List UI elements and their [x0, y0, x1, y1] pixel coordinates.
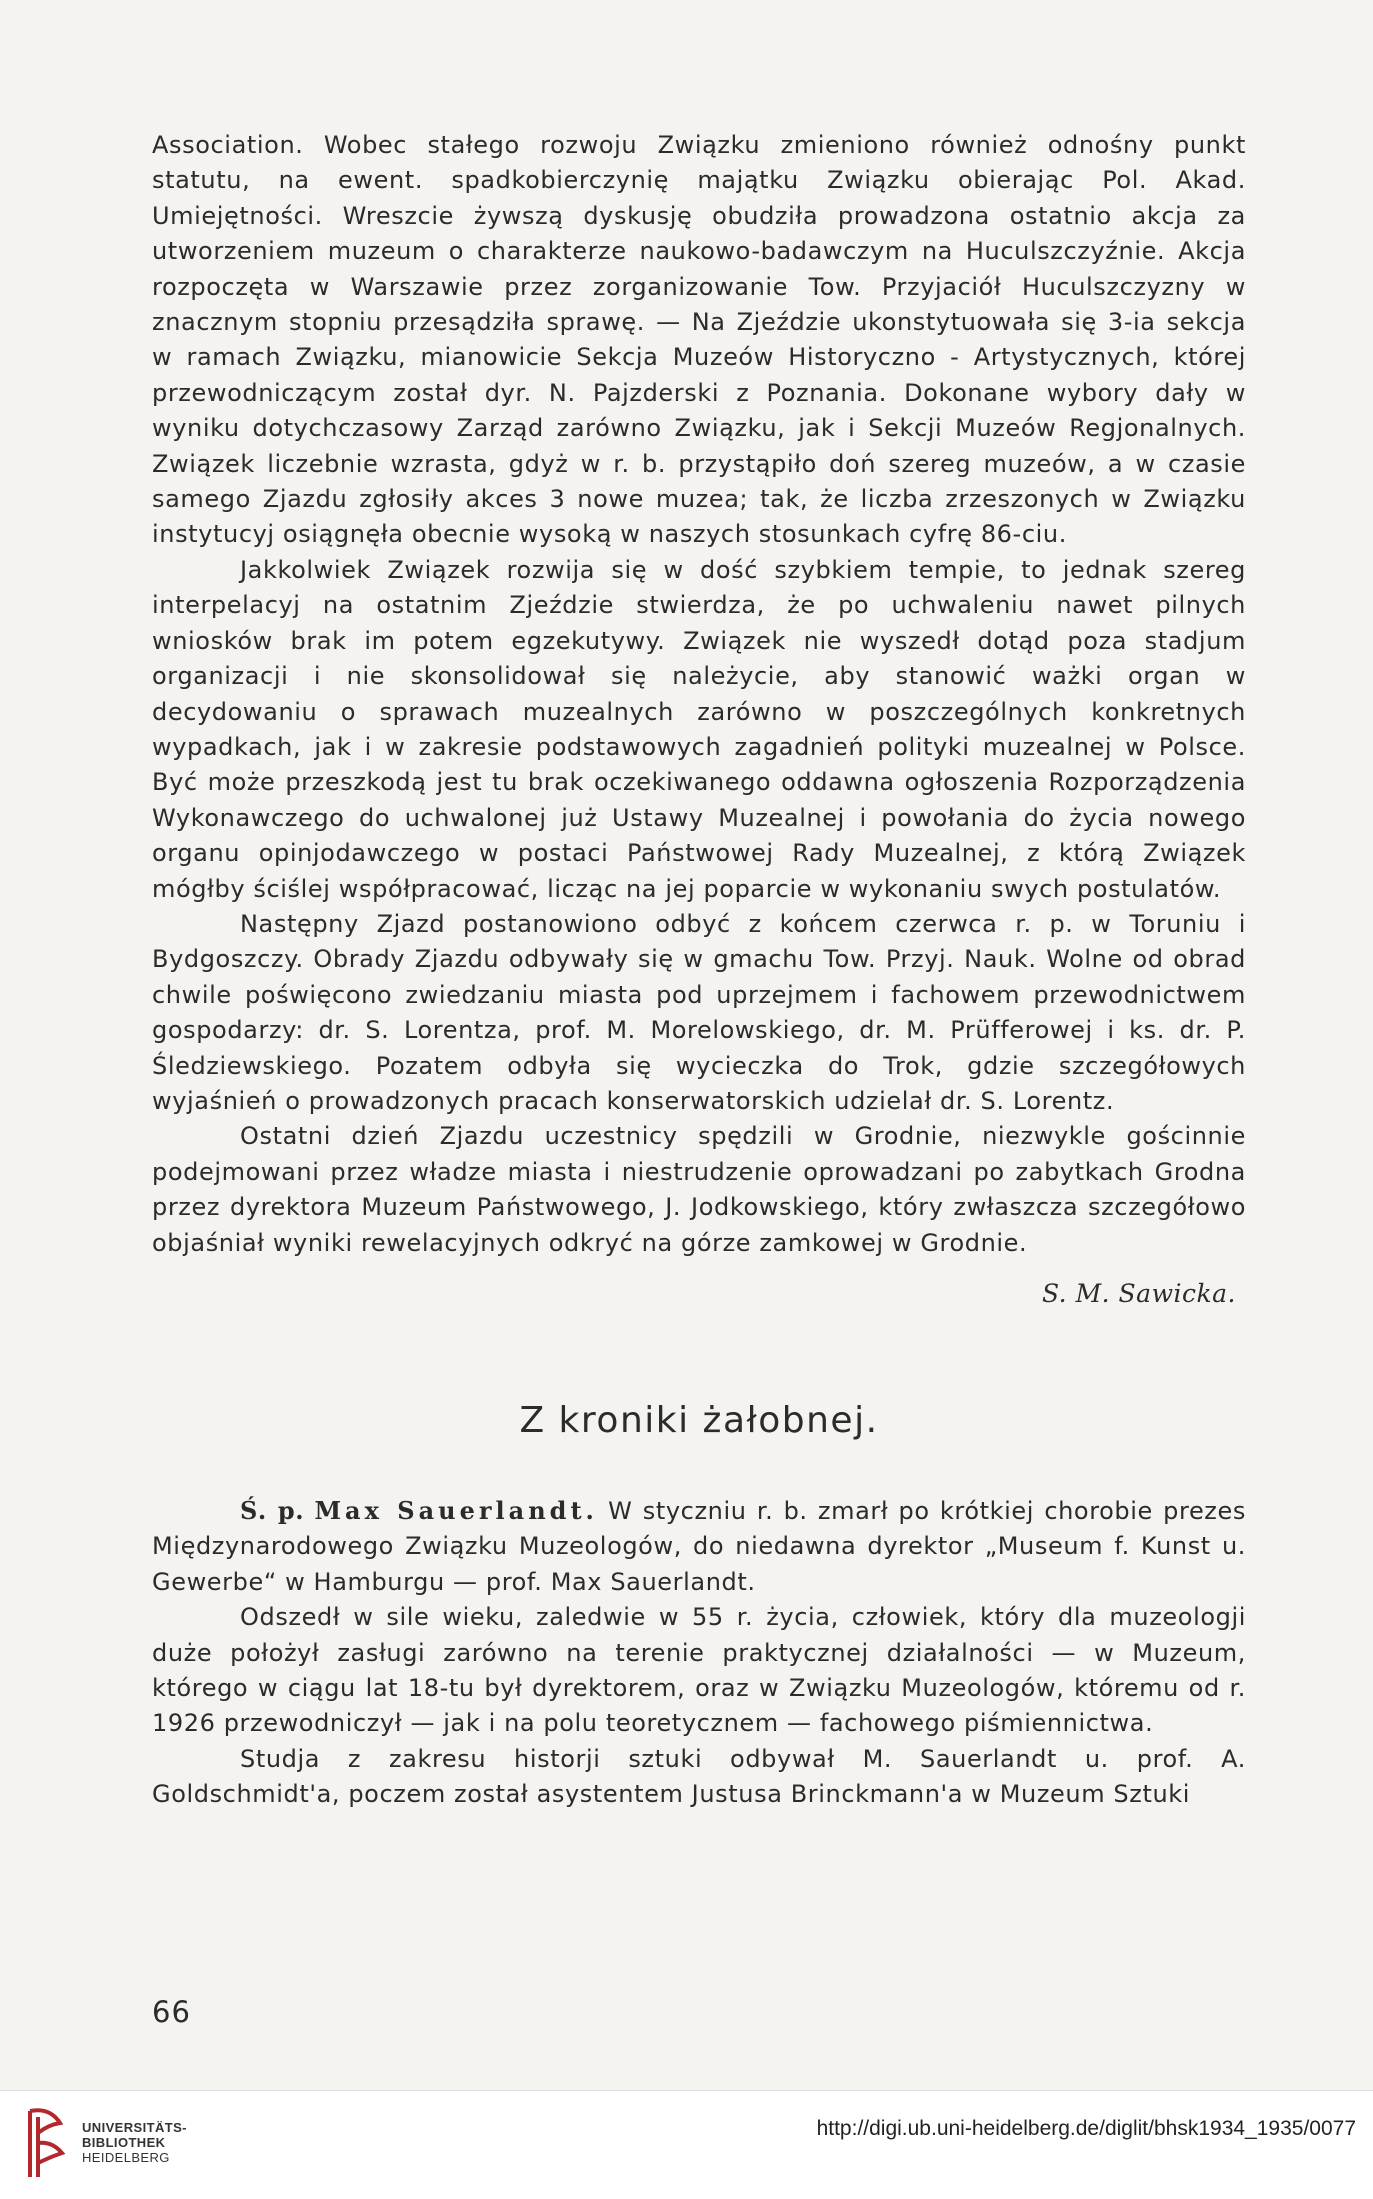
author-signature: S. M. Sawicka.	[1041, 1279, 1236, 1308]
article-paragraph-3: Następny Zjazd postanowiono odbyć z końcem czerwca r. p. w Toruniu i Bydgoszczy. Obrady Zjazdu odbywały się w gmachu Tow. Przyj. Nauk. Wolne od obrad chwile poświęcono zwiedzaniu miasta pod uprzejmem i fachowem przewodnictwem gospodarzy: dr. S. Lorentza, prof. M. Morelowskiego, dr. M. Prüfferowej i ks. dr. P. Śledziewskiego. Pozatem odbyła się wycieczka do Trok, gdzie szczegółowych wyjaśnień o prowadzonych pracach konserwatorskich udzielał dr. S. Lorentz.	[152, 909, 1246, 1115]
footer-bar	[0, 2090, 1373, 2199]
library-name-line-1: UNIVERSITÄTS-	[82, 2120, 187, 2135]
library-name-line-3: HEIDELBERG	[82, 2150, 170, 2165]
page-number: 66	[152, 1995, 191, 2029]
article-paragraph-2: Jakkolwiek Związek rozwija się w dość szybkiem tempie, to jednak szereg interpelacyj na ostatnim Zjeździe stwierdza, że po uchwaleniu nawet pilnych wniosków brak im potem egzekutywy. Związek nie wyszedł dotąd poza stadjum organizacji i nie skonsolidował się należycie, aby stanowić ważki organ w decydowaniu o sprawach muzealnych zarówno w poszczególnych konkretnych wypadkach, jak i w zakresie podstawowych zagadnień polityki muzealnej w Polsce. Być może przeszkodą jest tu brak oczekiwanego oddawna ogłoszenia Rozporządzenia Wykonawczego do uchwalonej już Ustawy Muzealnej i powołania do życia nowego organu opinjodawczego w postaci Państwowej Rady Muzealnej, z którą Związek mógłby ściślej współpracować, licząc na jej poparcie w wykonaniu swych postulatów.	[152, 555, 1246, 903]
obituary-paragraph-1: Odszedł w sile wieku, zaledwie w 55 r. życia, człowiek, który dla muzeologji duże położył zasługi zarówno na terenie praktycznej działalności — w Muzeum, którego w ciągu lat 18-tu był dyrektorem, oraz w Związku Muzeologów, któremu od r. 1926 przewodniczył — jak i na polu teoretycznem — fachowego piśmiennictwa.	[152, 1603, 1246, 1738]
library-logo-icon	[20, 2103, 68, 2183]
obituary-lead-paragraph	[152, 1493, 1246, 1600]
library-name	[82, 2120, 187, 2165]
source-url[interactable]: http://digi.ub.uni-heidelberg.de/diglit/bhsk1934_1935/0077	[816, 2117, 1356, 2140]
library-name-line-2: BIBLIOTHEK	[82, 2135, 166, 2150]
obituary-lead-name: Max Sauerlandt.	[314, 1496, 598, 1525]
article-paragraph-4: Ostatni dzień Zjazdu uczestnicy spędzili w Grodnie, niezwykle gościnnie podejmowani przez władze miasta i niestrudzenie oprowadzani po zabytkach Grodna przez dyrektora Muzeum Państwowego, J. Jodkowskiego, który zwłaszcza szczegółowo objaśniał wyniki rewelacyjnych odkryć na górze zamkowej w Grodnie.	[152, 1122, 1246, 1257]
obituary-lead-text: W styczniu r. b. zmarł po krótkiej chorobie prezes Międzynarodowego Związku Muzeologów, do niedawna dyrektor „Museum f. Kunst u. Gewerbe“ w Hamburgu — prof. Max Sauerlandt.	[152, 1497, 1246, 1596]
obituary-paragraph-2: Studja z zakresu historji sztuki odbywał M. Sauerlandt u. prof. A. Goldschmidt'a, poczem został asystentem Justusa Brinckmann'a w Muzeum Sztuki	[152, 1744, 1246, 1809]
obituary-lead-prefix: Ś. p.	[240, 1496, 305, 1525]
section-title: Z kroniki żałobnej.	[519, 1400, 879, 1441]
article-paragraph-1: Association. Wobec stałego rozwoju Związku zmieniono również odnośny punkt statutu, na ewent. spadkobierczynię majątku Związku obierając Pol. Akad. Umiejętności. Wreszcie żywszą dyskusję obudziła prowadzona ostatnio akcja za utworzeniem muzeum o charakterze naukowo-badawczym na Huculszczyźnie. Akcja rozpoczęta w Warszawie przez zorganizowanie Tow. Przyjaciół Huculszczyzny w znacznym stopniu przesądziła sprawę. — Na Zjeździe ukonstytuowała się 3-ia sekcja w ramach Związku, mianowicie Sekcja Muzeów Historyczno - Artystycznych, której przewodniczącym został dyr. N. Pajzderski z Poznania. Dokonane wybory dały w wyniku dotychczasowy Zarząd zarówno Związku, jak i Sekcji Muzeów Regjonalnych. Związek liczebnie wzrasta, gdyż w r. b. przystąpiło doń szereg muzeów, a w czasie samego Zjazdu zgłosiły akces 3 nowe muzea; tak, że liczba zrzeszonych w Związku instytucyj osiągnęła obecnie wysoką w naszych stosunkach cyfrę 86-ciu.	[152, 131, 1246, 549]
text-column	[152, 128, 1246, 1813]
